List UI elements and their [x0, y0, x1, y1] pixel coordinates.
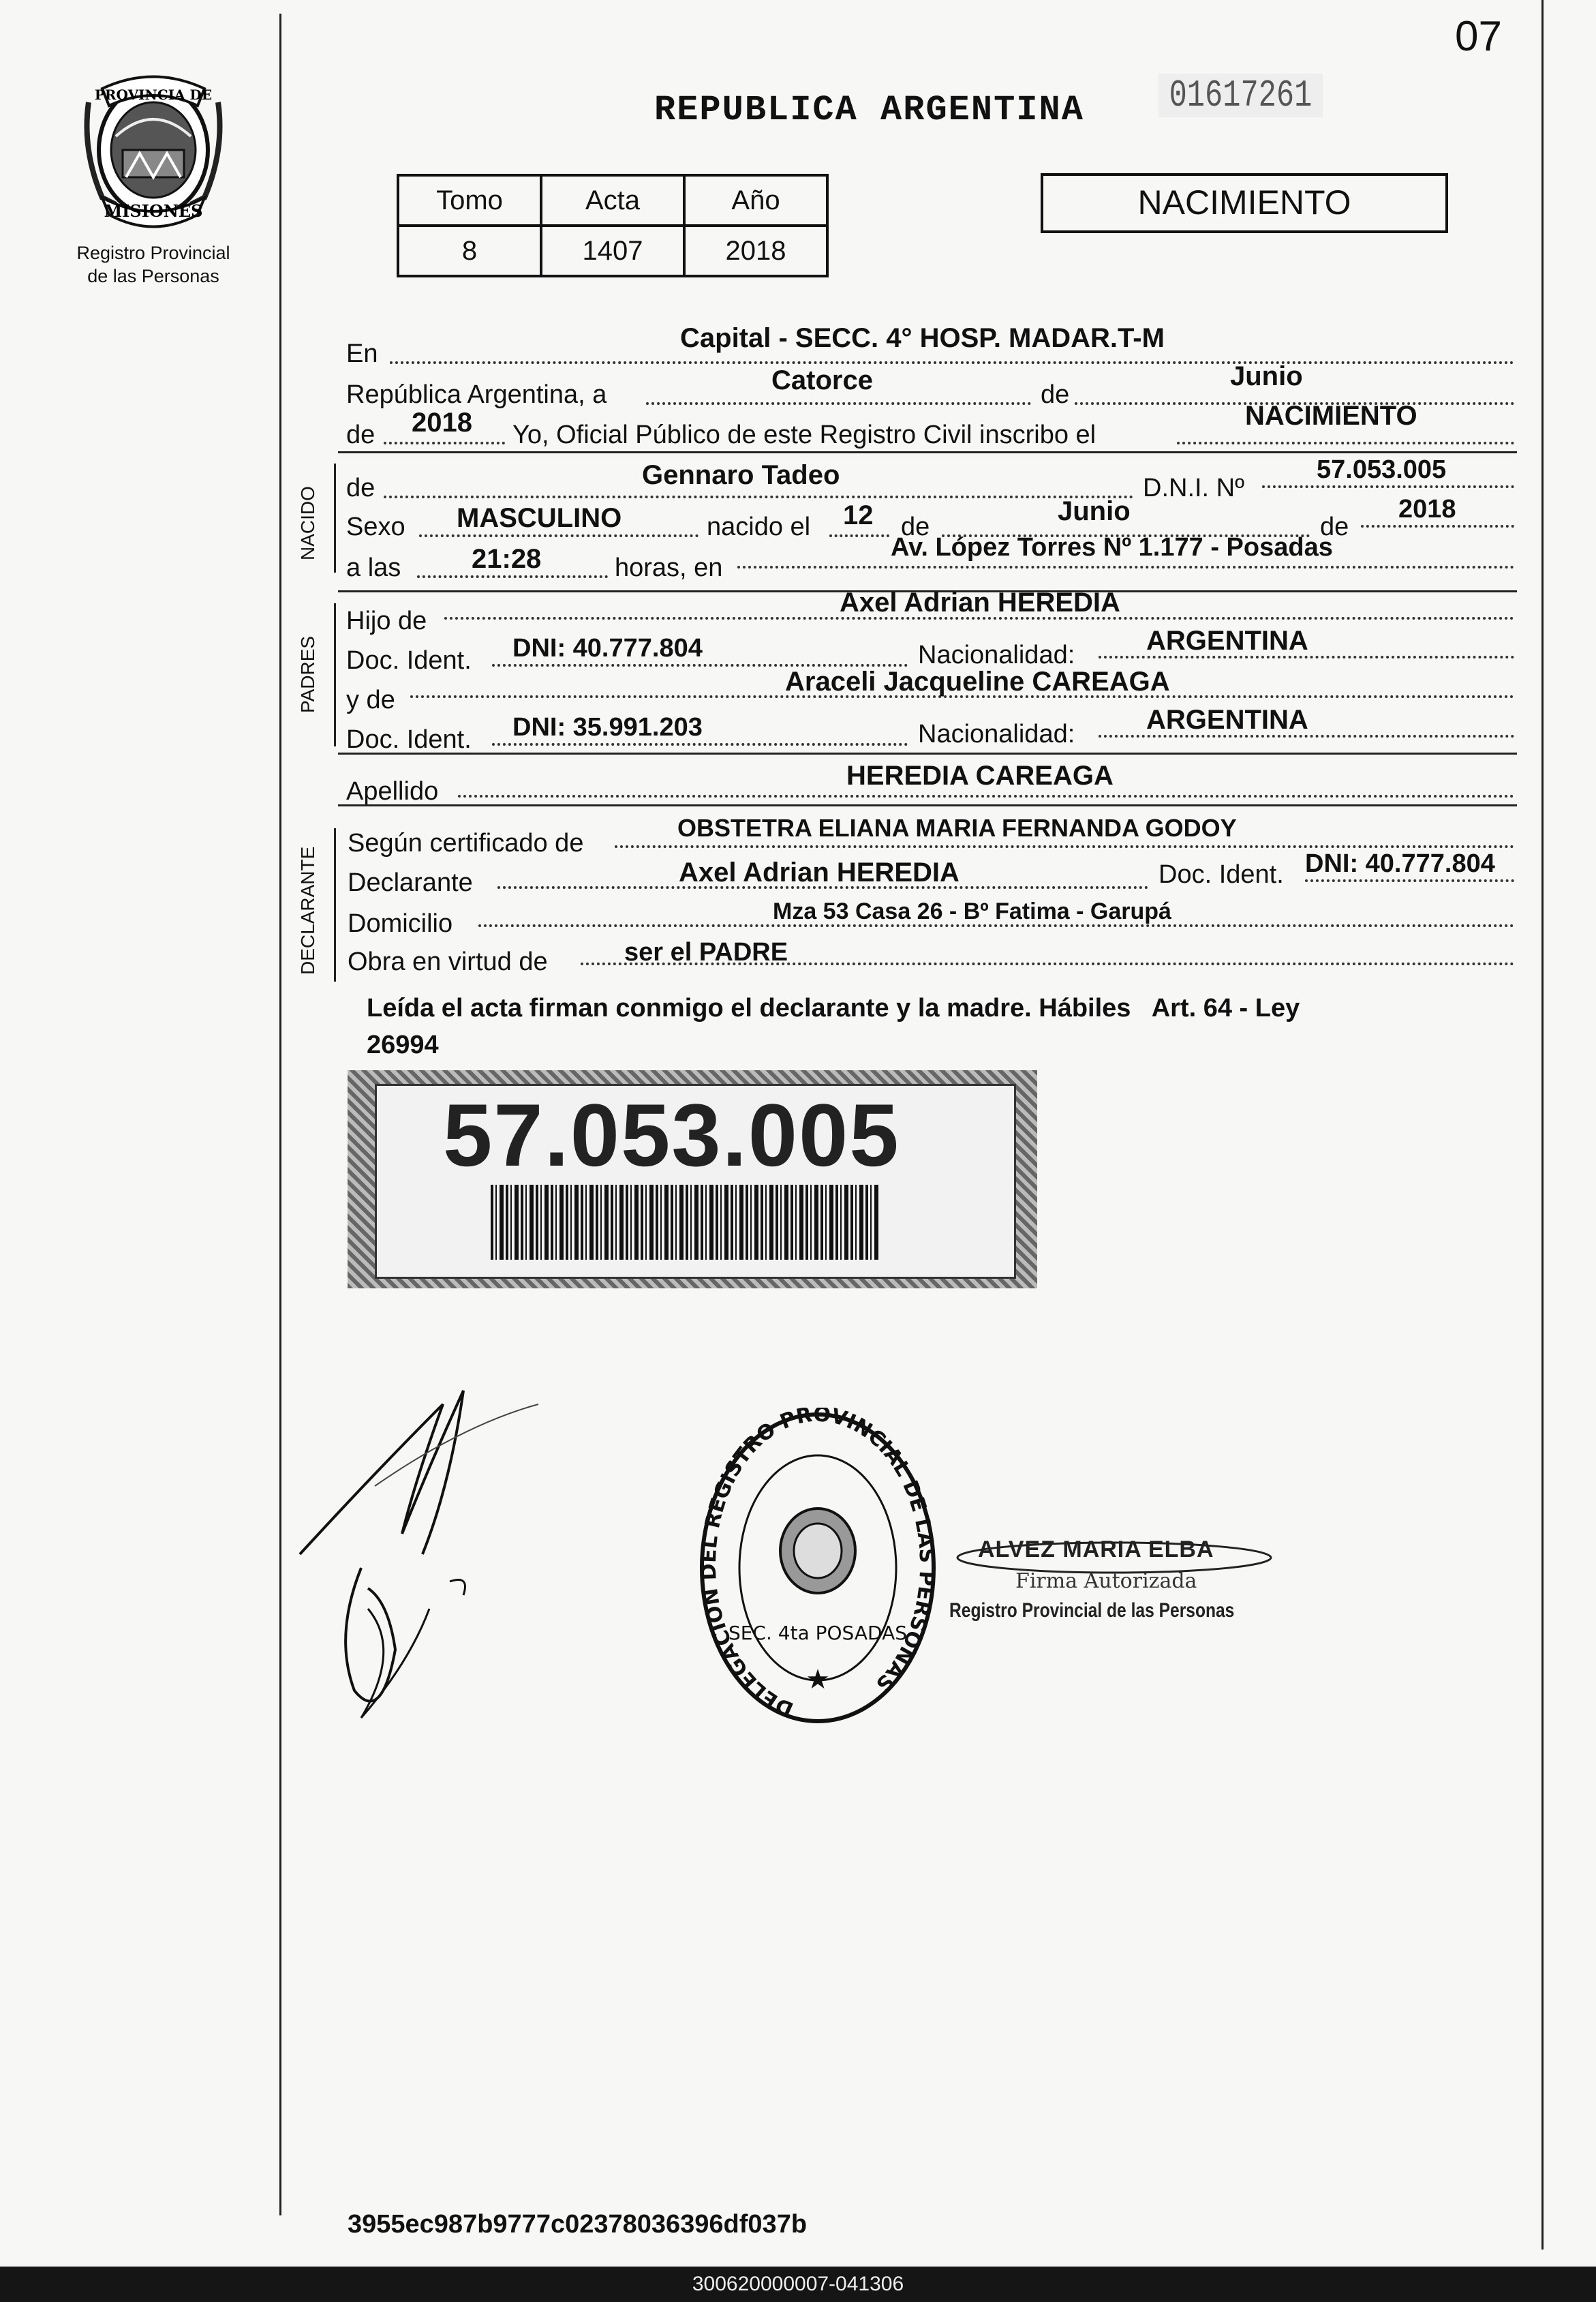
- rule: [338, 451, 1517, 453]
- official-org: Registro Provincial de las Personas: [949, 1599, 1235, 1622]
- birth-year: 2018: [1398, 495, 1456, 524]
- de-label: de: [1041, 380, 1070, 409]
- declarante-label: Declarante: [348, 868, 473, 897]
- birth-day: 12: [843, 500, 874, 530]
- mother-doc-label: Doc. Ident.: [346, 725, 472, 754]
- sexo-value: MASCULINO: [457, 503, 622, 533]
- document-hash: 3955ec987b9777c02378036396df037b: [348, 2210, 808, 2239]
- dotline: [417, 575, 608, 578]
- father-name: Axel Adrian HEREDIA: [840, 588, 1120, 618]
- page-number: 07: [1455, 13, 1502, 60]
- de-label-2: de: [901, 513, 930, 541]
- official-name: ALVEZ MARIA ELBA: [978, 1536, 1214, 1562]
- dotline: [1177, 442, 1514, 444]
- father-doc: DNI: 40.777.804: [512, 634, 703, 663]
- id-number: 57.053.005: [443, 1085, 900, 1185]
- place-value: Capital - SECC. 4° HOSP. MADAR.T-M: [680, 323, 1165, 353]
- horas-label: horas, en: [615, 554, 723, 582]
- footer-code: 300620000007-041306: [0, 2267, 1596, 2302]
- rule: [338, 753, 1517, 755]
- barcode: [491, 1185, 879, 1260]
- mother-doc: DNI: 35.991.203: [512, 713, 703, 742]
- dotline: [390, 361, 1514, 364]
- col-anio: Año: [684, 175, 827, 226]
- mother-nat-label: Nacionalidad:: [918, 720, 1075, 748]
- rule: [338, 804, 1517, 806]
- anio-value: 2018: [684, 226, 827, 276]
- acta-value: 1407: [541, 226, 684, 276]
- svg-text:MISIONES: MISIONES: [104, 201, 203, 221]
- father-doc-label: Doc. Ident.: [346, 646, 472, 675]
- de-label-3: de: [1320, 513, 1349, 541]
- svg-text:★: ★: [805, 1665, 830, 1695]
- signature: [293, 1363, 552, 1759]
- birth-month: Junio: [1058, 496, 1131, 526]
- official-stamp: [695, 1408, 940, 1728]
- declarante-doc-label: Doc. Ident.: [1158, 860, 1284, 889]
- closing-text-2: 26994: [367, 1031, 439, 1059]
- birth-place: Av. López Torres Nº 1.177 - Posadas: [891, 533, 1333, 562]
- tomo-value: 8: [398, 226, 541, 276]
- right-margin-line: [1541, 0, 1544, 2250]
- bracket: [334, 464, 336, 573]
- dotline: [615, 845, 1514, 848]
- year-value: 2018: [412, 408, 472, 438]
- mother-nat: ARGENTINA: [1146, 705, 1308, 735]
- official-role: Firma Autorizada: [1015, 1569, 1197, 1593]
- col-acta: Acta: [541, 175, 684, 226]
- dotline: [419, 534, 699, 537]
- declarante-section-label: DECLARANTE: [297, 846, 318, 975]
- nacido-section-label: NACIDO: [297, 486, 318, 560]
- left-margin-line: [279, 14, 281, 2215]
- dotline: [458, 795, 1514, 798]
- dotline: [1305, 879, 1514, 882]
- hijo-label: Hijo de: [346, 607, 427, 635]
- cert-value: OBSTETRA ELIANA MARIA FERNANDA GODOY: [677, 814, 1237, 842]
- inscribo-label: Yo, Oficial Público de este Registro Civil inscribo el: [512, 421, 1096, 449]
- republica-label: República Argentina, a: [346, 380, 607, 409]
- month-value: Junio: [1230, 361, 1303, 391]
- child-name: Gennaro Tadeo: [642, 460, 840, 490]
- padres-section-label: PADRES: [297, 635, 318, 713]
- col-tomo: Tomo: [398, 175, 541, 226]
- country-title: REPUBLICA ARGENTINA: [654, 90, 1084, 130]
- obra-label: Obra en virtud de: [348, 948, 548, 976]
- apellido-value: HEREDIA CAREAGA: [846, 761, 1114, 791]
- alas-label: a las: [346, 554, 401, 582]
- en-label: En: [346, 339, 378, 368]
- nacido-el-label: nacido el: [707, 513, 811, 541]
- registry-caption-2: de las Personas: [87, 266, 219, 286]
- nacido-de-label: de: [346, 474, 375, 502]
- birth-time: 21:28: [472, 544, 542, 574]
- cert-label: Según certificado de: [348, 829, 584, 858]
- dotline: [1262, 485, 1514, 488]
- domicilio-value: Mza 53 Casa 26 - Bº Fatima - Garupá: [773, 898, 1171, 924]
- inscribo-value: NACIMIENTO: [1245, 401, 1417, 431]
- record-type-box: NACIMIENTO: [1041, 173, 1448, 233]
- child-dni: 57.053.005: [1317, 455, 1447, 484]
- registry-caption-1: Registro Provincial: [76, 243, 230, 263]
- day-value: Catorce: [771, 365, 873, 395]
- bracket: [334, 828, 336, 982]
- domicilio-label: Domicilio: [348, 909, 453, 938]
- obra-value: ser el PADRE: [624, 938, 788, 967]
- closing-text-1: Leída el acta firman conmigo el declarante y la madre. Hábiles Art. 64 - Ley: [367, 994, 1300, 1023]
- serial-number: 01617261: [1158, 74, 1323, 117]
- yde-label: y de: [346, 686, 395, 714]
- bracket: [334, 603, 336, 746]
- sexo-label: Sexo: [346, 513, 405, 541]
- dotline: [1361, 525, 1514, 528]
- dotline: [384, 442, 505, 444]
- svg-text:SEC. 4ta POSADAS: SEC. 4ta POSADAS: [728, 1622, 908, 1644]
- apellido-label: Apellido: [346, 777, 439, 806]
- id-sticker: [348, 1070, 1037, 1288]
- declarante-doc: DNI: 40.777.804: [1305, 849, 1495, 878]
- mother-name: Araceli Jacqueline CAREAGA: [785, 667, 1170, 697]
- registry-table: [397, 174, 829, 277]
- dotline: [384, 496, 1133, 498]
- de2-label: de: [346, 421, 375, 449]
- dotline: [829, 534, 889, 537]
- svg-text:DELEGACION DEL REGISTRO PROVIN: DELEGACION DEL REGISTRO PROVINCIAL DE LAS PERSONAS: [696, 1408, 939, 1721]
- declarante-value: Axel Adrian HEREDIA: [679, 858, 960, 888]
- svg-text:PROVINCIA DE: PROVINCIA DE: [94, 87, 213, 103]
- dni-label: D.N.I. Nº: [1143, 474, 1244, 502]
- dotline: [737, 566, 1514, 569]
- coat-of-arms: [75, 68, 232, 239]
- dotline: [492, 743, 908, 746]
- father-nat: ARGENTINA: [1146, 626, 1308, 656]
- father-nat-label: Nacionalidad:: [918, 641, 1075, 669]
- dotline: [646, 402, 1031, 405]
